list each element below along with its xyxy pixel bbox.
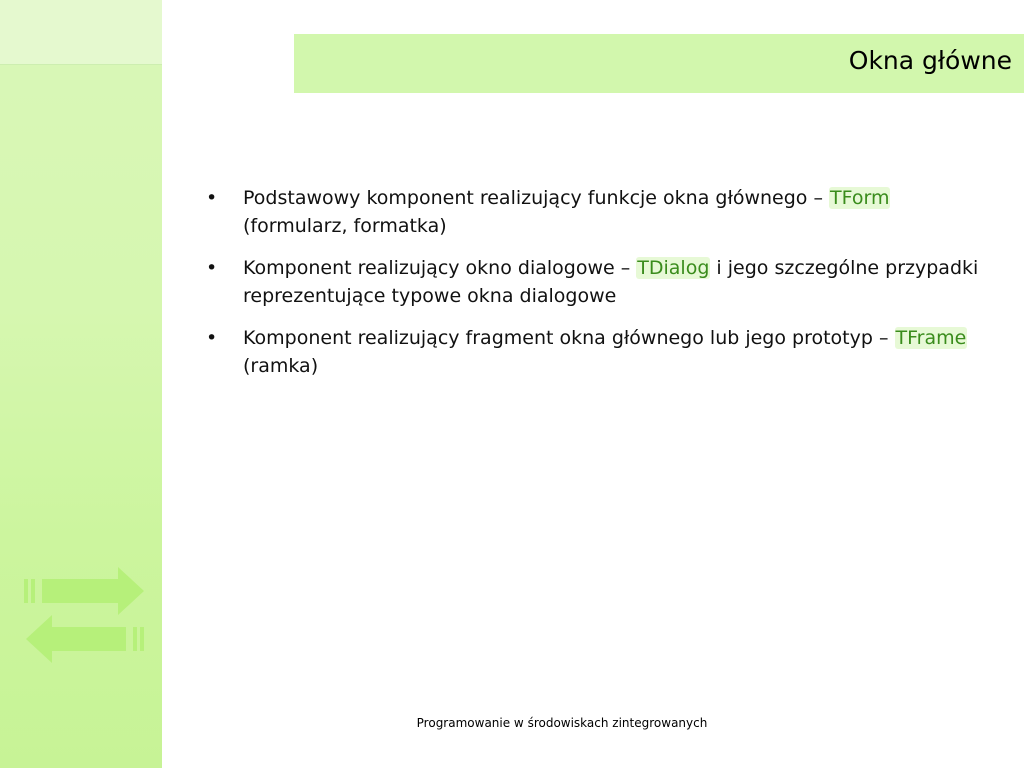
footer-text: Programowanie w środowiskach zintegrowanych: [416, 716, 708, 730]
title-bar: [294, 34, 1024, 93]
bullet-text: Podstawowy komponent realizujący funkcje okna głównego –: [243, 187, 830, 209]
bullet-item: [202, 184, 992, 240]
bullet-text: i jego szczególne przypadki reprezentujące typowe okna dialogowe: [243, 257, 979, 307]
sidebar-top-band: [0, 0, 162, 65]
bullet-dot-icon: •: [206, 187, 218, 209]
previous-slide-button[interactable]: [22, 613, 148, 665]
bullet-list: [202, 184, 992, 380]
bullet-item: [202, 254, 992, 310]
keyword-tform: TForm: [830, 187, 890, 209]
bullet-text: (formularz, formatka): [243, 215, 447, 237]
slide-title: Okna główne: [848, 46, 1012, 75]
content-area: [202, 184, 992, 394]
arrow-left-icon: [22, 613, 148, 665]
next-slide-button[interactable]: [22, 565, 148, 617]
arrow-right-icon: [22, 565, 148, 617]
bullet-text: Komponent realizujący okno dialogowe –: [243, 257, 637, 279]
bullet-text: Komponent realizujący fragment okna głównego lub jego prototyp –: [243, 327, 895, 349]
bullet-text: (ramka): [243, 355, 319, 377]
keyword-tdialog: TDialog: [637, 257, 710, 279]
bullet-item: [202, 324, 992, 380]
bullet-dot-icon: •: [206, 257, 218, 279]
bullet-dot-icon: •: [206, 327, 218, 349]
keyword-tframe: TFrame: [895, 327, 967, 349]
navigation-arrows: [22, 565, 148, 665]
